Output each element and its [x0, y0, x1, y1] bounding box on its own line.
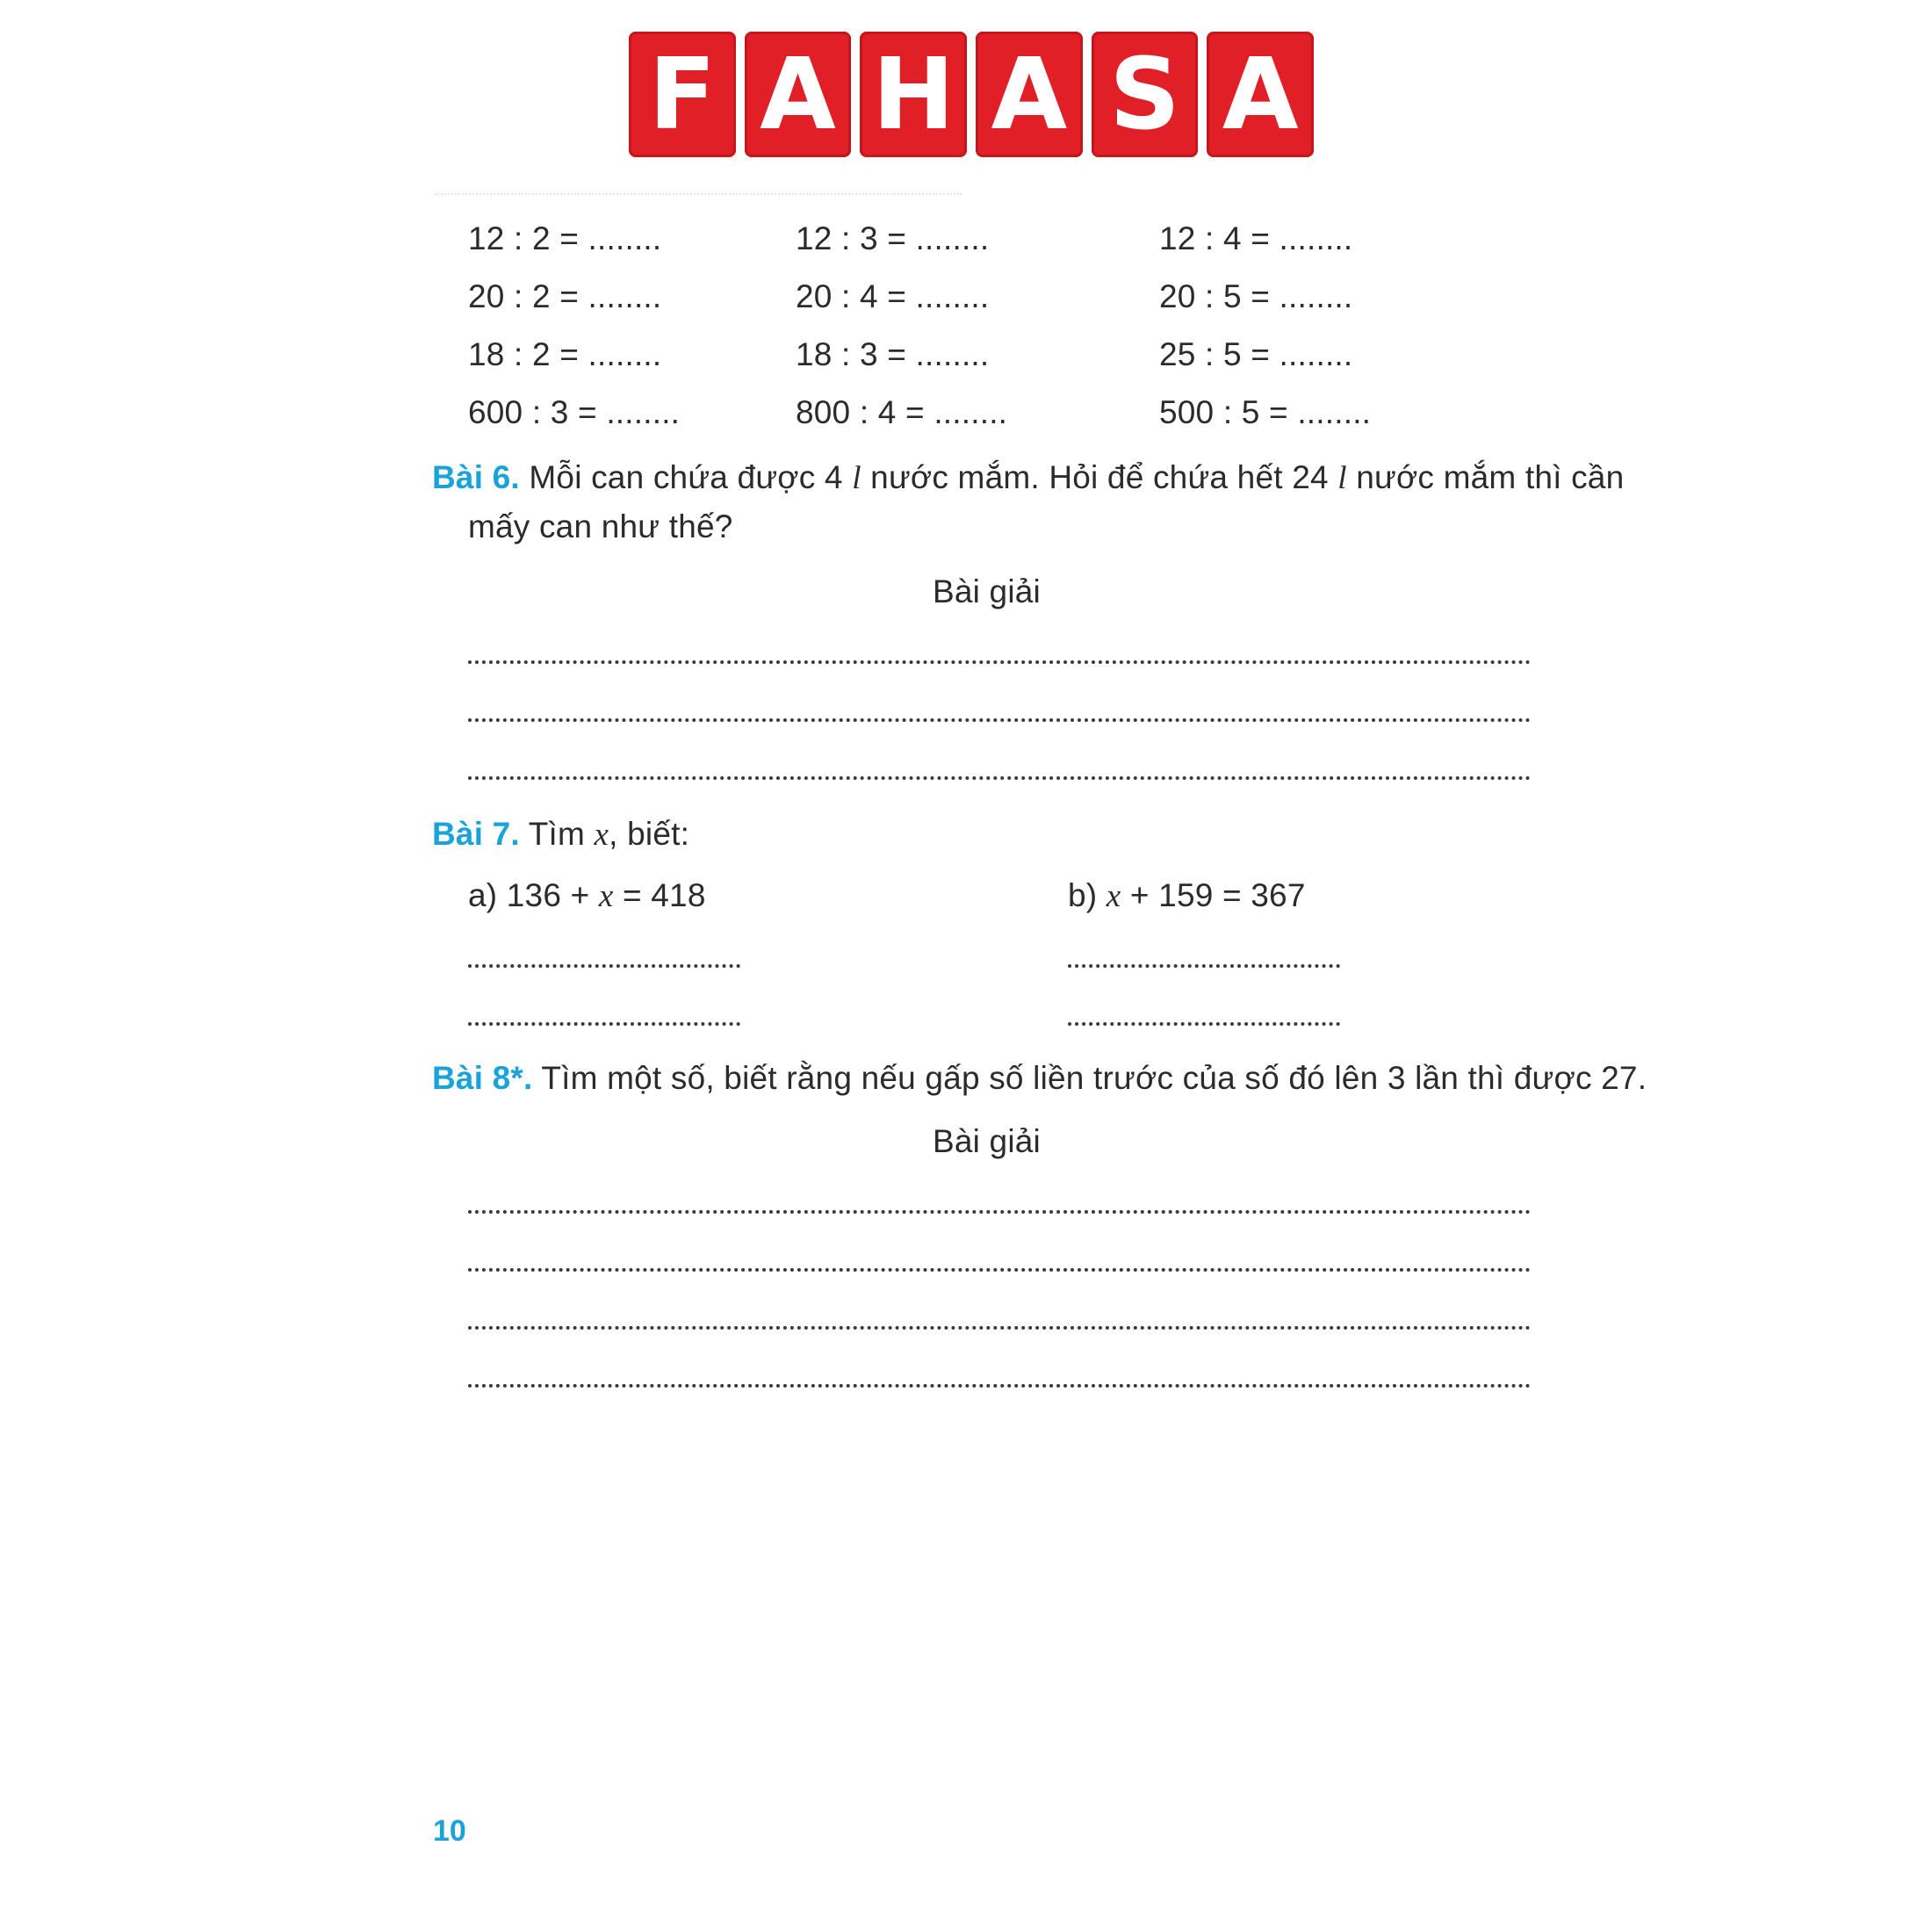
division-r1-c3: 12 : 4 = ........: [1159, 220, 1353, 256]
division-r1-c2: 12 : 3 = ........: [796, 220, 990, 256]
bai7-part-a: [468, 876, 706, 916]
bai7-b-answer-line-1: [1068, 959, 1340, 968]
bai8-answer-line-3: [468, 1321, 1531, 1330]
bai6-unit-2: l: [1337, 460, 1347, 496]
bai7-b-prefix: b): [1068, 877, 1107, 913]
bai8-answer-line-4: [468, 1379, 1531, 1388]
division-r3-c2: 18 : 3 = ........: [796, 336, 990, 372]
bai6-text-part3: nước mắm thì cần: [1346, 459, 1625, 495]
page-number: 10: [433, 1814, 466, 1848]
bai8-solution-title: Bài giải: [933, 1123, 1041, 1159]
division-r2-c3: 20 : 5 = ........: [1159, 278, 1353, 314]
scan-artifact-line: [435, 193, 962, 198]
bai8-label: Bài 8*.: [432, 1060, 533, 1096]
division-r2-c1: 20 : 2 = ........: [468, 278, 662, 314]
division-r4-c1: 600 : 3 = ........: [468, 394, 681, 430]
bai7-line: [432, 815, 689, 854]
bai8-answer-line-2: [468, 1263, 1531, 1272]
bai6-text-part2: nước mắm. Hỏi để chứa hết 24: [861, 459, 1338, 495]
logo-letter-s: S: [1092, 32, 1199, 157]
bai7-a-prefix: a) 136 +: [468, 877, 599, 913]
bai6-text-part1: Mỗi can chứa được 4: [529, 459, 853, 495]
fahasa-logo: [629, 32, 1314, 157]
logo-letter-a1: A: [745, 32, 852, 157]
bai6-answer-line-1: [468, 655, 1531, 664]
bai6-label: Bài 6.: [432, 459, 520, 495]
bai6-answer-line-3: [468, 771, 1531, 780]
bai7-part-b: [1068, 876, 1306, 916]
division-r3-c1: 18 : 2 = ........: [468, 336, 662, 372]
logo-letter-a3: A: [1207, 32, 1314, 157]
bai7-variable: x: [594, 817, 609, 853]
bai6-line2: mấy can như thế?: [468, 508, 733, 544]
bai7-label: Bài 7.: [432, 816, 520, 852]
bai6-answer-line-2: [468, 713, 1531, 722]
logo-letter-f: F: [629, 32, 736, 157]
division-r2-c2: 20 : 4 = ........: [796, 278, 990, 314]
bai7-a-variable: x: [598, 878, 614, 914]
bai6-line1: [432, 458, 1624, 498]
bai7-b-answer-line-2: [1068, 1017, 1340, 1026]
bai7-a-suffix: = 418: [613, 877, 706, 913]
bai8-text: Tìm một số, biết rằng nếu gấp số liền trước của số đó lên 3 lần thì được 27.: [541, 1060, 1647, 1096]
bai8-line: [432, 1059, 1647, 1098]
bai7-text-part1: Tìm: [528, 816, 595, 852]
division-r4-c2: 800 : 4 = ........: [796, 394, 1008, 430]
bai7-b-variable: x: [1106, 878, 1121, 914]
division-r4-c3: 500 : 5 = ........: [1159, 394, 1372, 430]
logo-letter-h: H: [860, 32, 967, 157]
bai7-text-part2: , biết:: [609, 816, 690, 852]
logo-letter-a2: A: [976, 32, 1083, 157]
bai7-a-answer-line-2: [468, 1017, 740, 1026]
bai8-answer-line-1: [468, 1205, 1531, 1214]
bai6-solution-title: Bài giải: [933, 573, 1041, 609]
bai7-a-answer-line-1: [468, 959, 740, 968]
division-r3-c3: 25 : 5 = ........: [1159, 336, 1353, 372]
bai6-unit-1: l: [852, 460, 861, 496]
division-r1-c1: 12 : 2 = ........: [468, 220, 662, 256]
bai7-b-suffix: + 159 = 367: [1121, 877, 1306, 913]
